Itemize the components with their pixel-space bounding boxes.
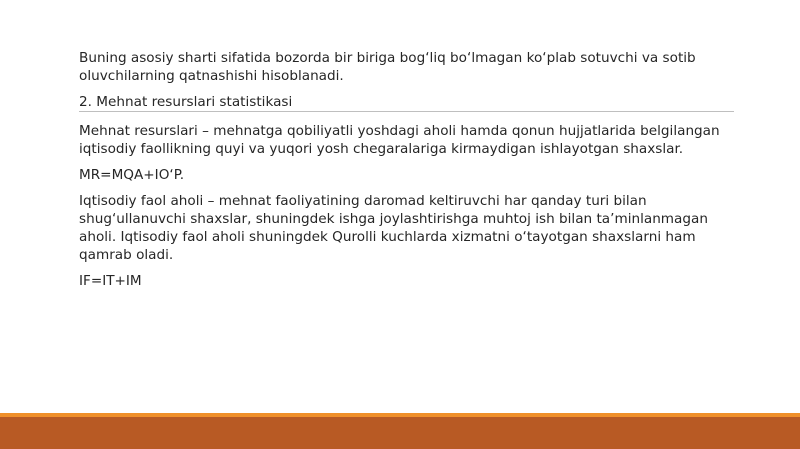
if-formula: IF=IT+IM xyxy=(79,273,142,289)
mehnat-resurslari-definition: Mehnat resurslari – mehnatga qobiliyatli yoshdagi aholi hamda qonun hujjatlarida belgilangan iqtisodiy faollikning quyi va yuqori yosh chegaralariga kirmaydigan ishlayotgan shaxslar. xyxy=(79,123,720,157)
heading-divider xyxy=(79,111,734,112)
iqtisodiy-faol-aholi-definition: Iqtisodiy faol aholi – mehnat faoliyatining daromad keltiruvchi har qanday turi bilan shug‘ullanuvchi shaxslar, shuningdek ishga joylashtirishga muhtoj ish bilan ta’minlanmagan aholi. Iqtisodiy faol aholi shuningdek Qurolli kuchlarda xizmatni o‘tayotgan shaxslarni ham qamrab oladi. xyxy=(79,193,708,263)
slide-content xyxy=(79,49,739,298)
footer-bar xyxy=(0,417,800,449)
intro-paragraph: Buning asosiy sharti sifatida bozorda bir biriga bog‘liq bo‘lmagan ko‘plab sotuvchi va sotib oluvchilarning qatnashishi hisoblanadi. xyxy=(79,50,696,84)
section-heading: 2. Mehnat resurslari statistikasi xyxy=(79,94,293,110)
mr-formula: MR=MQA+IO‘P. xyxy=(79,167,185,183)
